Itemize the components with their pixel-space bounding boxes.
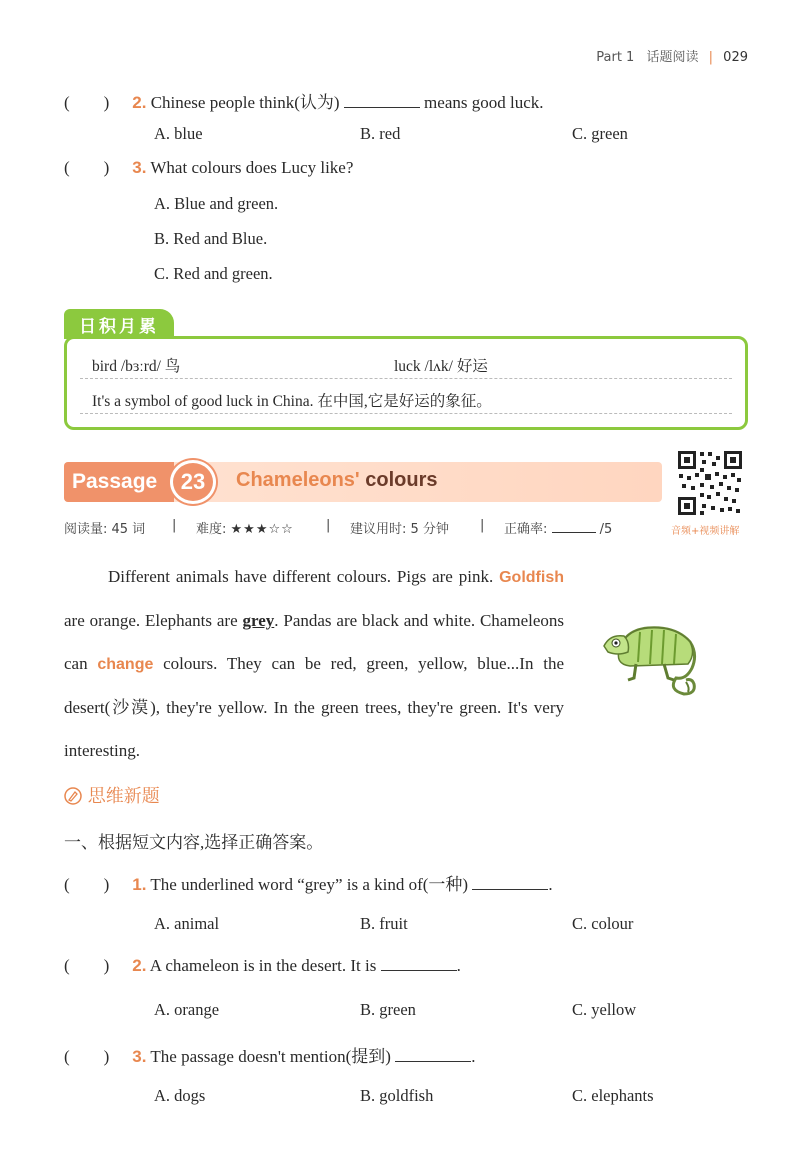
question-text: A chameleon is in the desert. It is [149, 956, 377, 975]
vocab-box [64, 336, 748, 430]
option-a[interactable]: A. orange [154, 1000, 220, 1019]
passage-label: Passage [64, 462, 174, 502]
question-number: 3. [132, 158, 147, 177]
option-a[interactable]: A. dogs [154, 1086, 206, 1105]
option-b[interactable]: B. goldfish [360, 1086, 434, 1105]
reading-count: 阅读量: 45 词 [64, 522, 146, 537]
option-c[interactable]: C. elephants [572, 1086, 654, 1105]
passage-sentence: colours. They can be red, green, yellow, blue...In the desert(沙漠), they're yellow. In the green trees, they're green. It's very interesting. [64, 654, 564, 760]
answer-blank[interactable] [472, 875, 548, 890]
meta-divider: | [326, 518, 331, 533]
task-instruction: 一、根据短文内容,选择正确答案。 [64, 833, 324, 852]
question-text: Chinese people think(认为) [150, 93, 340, 112]
chameleon-illustration [600, 612, 712, 700]
vocab-word-bird: bird /bɜːrd/ 鸟 [92, 358, 181, 375]
option-b[interactable]: B. fruit [360, 914, 408, 933]
question-3 [64, 1042, 475, 1067]
question-text-end: . [471, 1047, 476, 1066]
passage-text [64, 555, 564, 772]
underlined-word-grey: grey [242, 611, 275, 630]
answer-paren[interactable]: ( ) [64, 93, 110, 112]
option-c[interactable]: C. yellow [572, 1000, 637, 1019]
passage-sentence: are orange. Elephants are [64, 611, 243, 630]
passage-sentence: . Pandas are black and white. Chameleons can [64, 611, 565, 673]
option-b[interactable]: B. red [360, 124, 401, 143]
header-divider: | [708, 50, 714, 65]
question-text: The underlined word “grey” is a kind of(一种) [150, 875, 469, 894]
vocab-word-luck: luck /lʌk/ 好运 [394, 358, 488, 375]
keyword-goldfish: Goldfish [499, 569, 564, 586]
option-a[interactable]: A. blue [154, 124, 203, 143]
answer-paren[interactable]: ( ) [64, 1047, 110, 1066]
answer-blank[interactable] [381, 956, 457, 971]
pen-icon [64, 787, 82, 805]
question-number: 2. [132, 93, 147, 112]
question-number: 3. [132, 1047, 147, 1066]
keyword-change: change [97, 656, 154, 673]
passage-title [236, 469, 438, 492]
vocab-sentence: It's a symbol of good luck in China. 在中国,它是好运的象征。 [92, 393, 492, 410]
option-c[interactable]: C. colour [572, 914, 634, 933]
difficulty-stars-icon: ★★★☆☆ [230, 522, 294, 537]
part-label: Part 1 [596, 50, 635, 65]
vocab-divider [80, 413, 732, 414]
accuracy [504, 518, 612, 537]
meta-divider: | [480, 518, 485, 533]
answer-paren[interactable]: ( ) [64, 956, 110, 975]
option-c[interactable]: C. Red and green. [154, 264, 273, 283]
answer-blank[interactable] [344, 93, 420, 108]
meta-divider: | [172, 518, 177, 533]
page-header [596, 46, 748, 65]
option-b[interactable]: B. Red and Blue. [154, 229, 268, 248]
passage-title-part2: colours [365, 469, 438, 491]
question-2-top [64, 88, 544, 113]
option-c[interactable]: C. green [572, 124, 628, 143]
answer-paren[interactable]: ( ) [64, 158, 110, 177]
question-text-end: . [548, 875, 553, 894]
difficulty [196, 518, 294, 537]
option-a[interactable]: A. Blue and green. [154, 194, 279, 213]
question-2 [64, 956, 461, 976]
passage-sentence: Different animals have different colours. Pigs are pink. [108, 567, 494, 586]
answer-blank[interactable] [395, 1047, 471, 1062]
qr-code-icon[interactable] [676, 449, 744, 517]
option-b[interactable]: B. green [360, 1000, 416, 1019]
vocab-box-title: 日积月累 [64, 309, 174, 339]
section-label: 话题阅读 [646, 50, 699, 65]
page-number: 029 [723, 50, 748, 65]
thinking-section-title [64, 782, 160, 808]
question-number: 2. [132, 956, 147, 975]
answer-paren[interactable]: ( ) [64, 875, 110, 894]
question-text-end: means good luck. [424, 93, 544, 112]
option-a[interactable]: A. animal [154, 914, 220, 933]
difficulty-label: 难度: [196, 522, 227, 537]
accuracy-total: /5 [599, 522, 613, 537]
question-text: What colours does Lucy like? [150, 158, 354, 177]
suggested-time: 建议用时: 5 分钟 [350, 522, 449, 537]
question-3-top [64, 158, 353, 178]
question-number: 1. [132, 875, 147, 894]
qr-caption: 音频+视频讲解 [671, 526, 740, 537]
passage-title-part1: Chameleons' [236, 469, 360, 491]
accuracy-label: 正确率: [504, 522, 548, 537]
question-text-end: . [456, 956, 461, 975]
question-1 [64, 870, 553, 895]
thinking-title: 思维新题 [87, 786, 160, 807]
question-text: The passage doesn't mention(提到) [150, 1047, 391, 1066]
passage-number: 23 [170, 460, 216, 504]
vocab-divider [80, 378, 732, 379]
accuracy-blank[interactable] [552, 521, 596, 533]
